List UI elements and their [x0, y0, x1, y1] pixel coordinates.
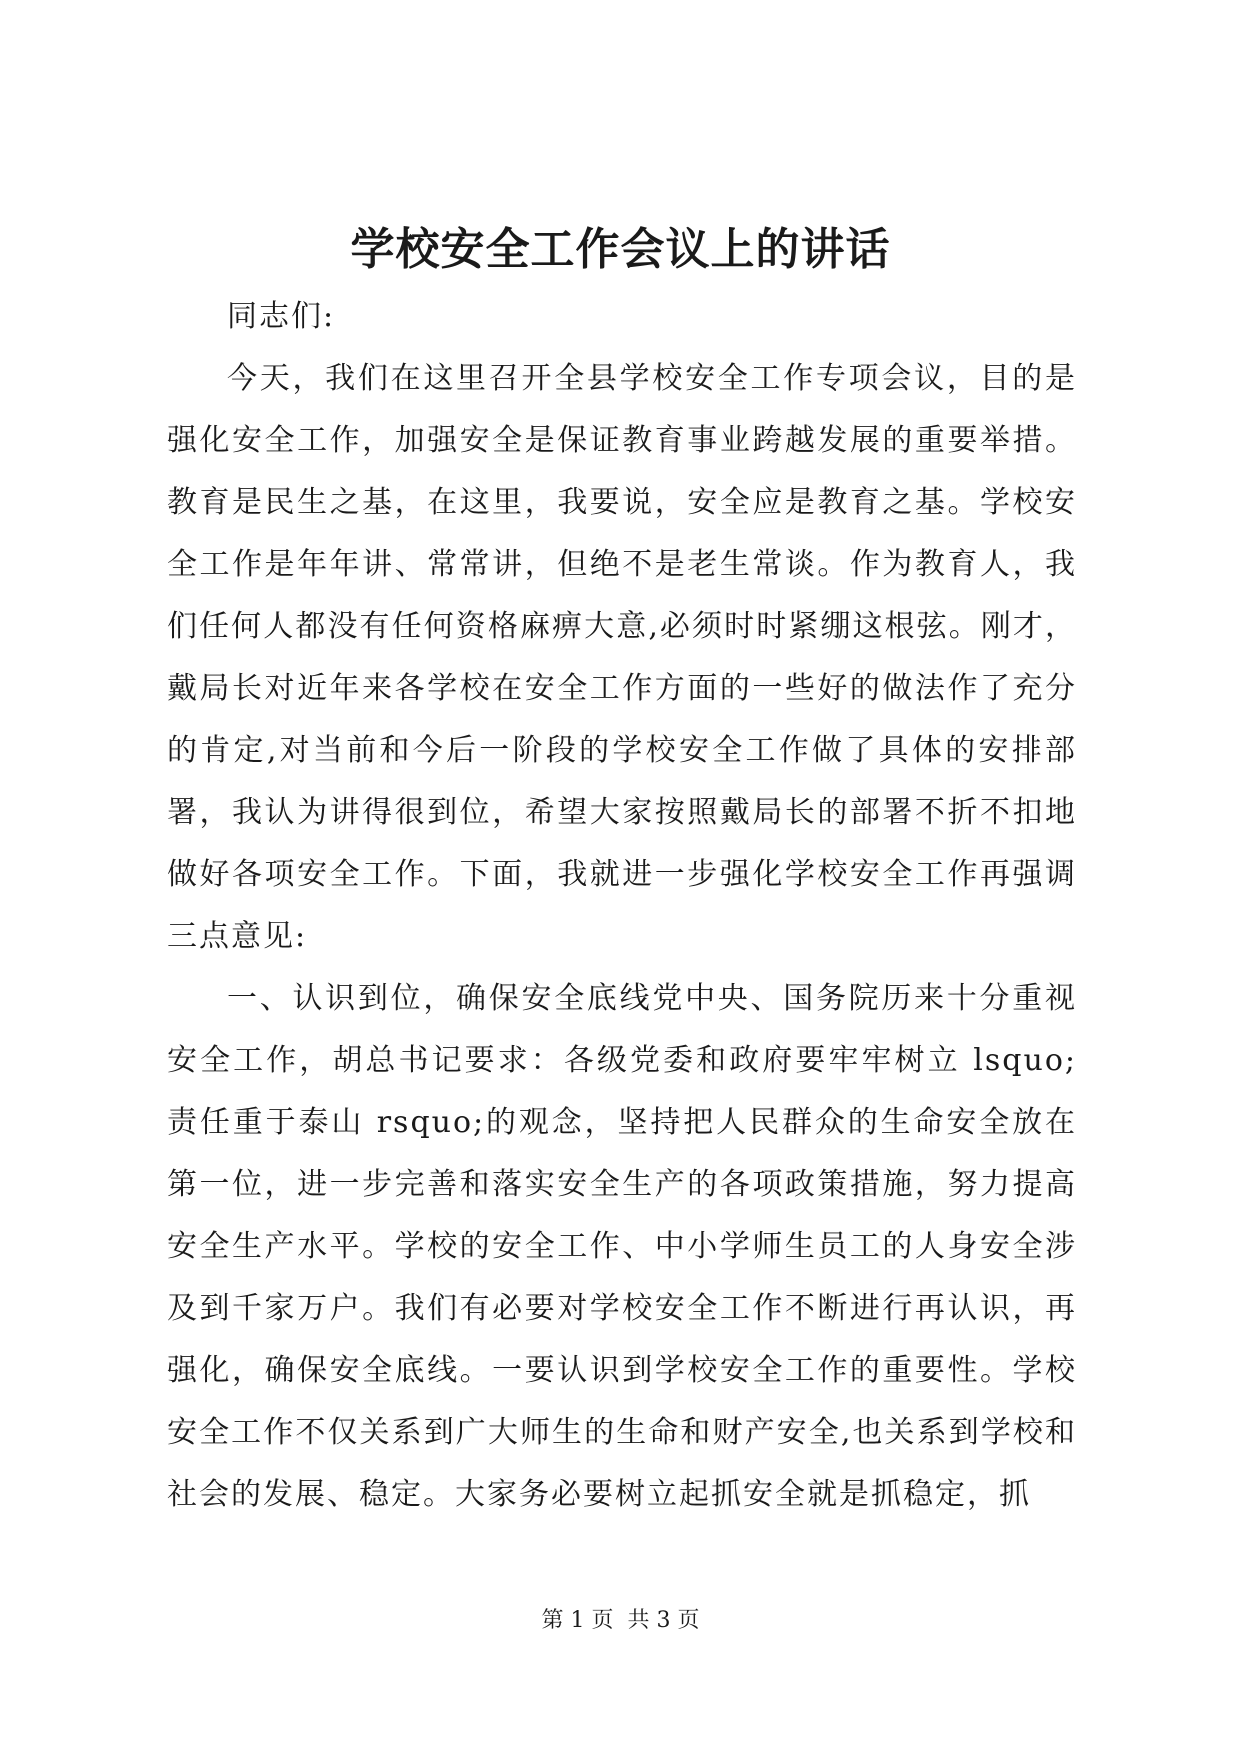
paragraph-salutation: 同志们:: [227, 299, 336, 334]
document-title: 学校安全工作会议上的讲话: [350, 224, 891, 275]
document-body: [167, 286, 1077, 1526]
paragraph-intro: 今天，我们在这里召开全县学校安全工作专项会议，目的是强化安全工作，加强安全是保证教育事业跨越发展的重要举措。教育是民生之基，在这里，我要说，安全应是教育之基。学校安全工作是年年讲、常常讲，但绝不是老生常谈。作为教育人，我们任何人都没有任何资格麻痹大意,必须时时紧绷这根弦。刚才，戴局长对近年来各学校在安全工作方面的一些好的做法作了充分的肯定,对当前和今后一阶段的学校安全工作做了具体的安排部署，我认为讲得很到位，希望大家按照戴局长的部署不折不扣地做好各项安全工作。下面，我就进一步强化学校安全工作再强调三点意见:: [167, 361, 1077, 954]
page-footer: [0, 1606, 1241, 1636]
paragraph-point-one: 一、认识到位，确保安全底线党中央、国务院历来十分重视安全工作，胡总书记要求：各级党委和政府要牢牢树立 lsquo;责任重于泰山 rsquo;的观念，坚持把人民群众的生命安全放在第一位，进一步完善和落实安全生产的各项政策措施，努力提高安全生产水平。学校的安全工作、中小学师生员工的人身安全涉及到千家万户。我们有必要对学校安全工作不断进行再认识，再强化，确保安全底线。一要认识到学校安全工作的重要性。学校安全工作不仅关系到广大师生的生命和财产安全,也关系到学校和社会的发展、稳定。大家务必要树立起抓安全就是抓稳定，抓: [167, 981, 1077, 1512]
page-number: 第 1 页: [541, 1608, 614, 1633]
page-total: 共 3 页: [627, 1608, 700, 1633]
